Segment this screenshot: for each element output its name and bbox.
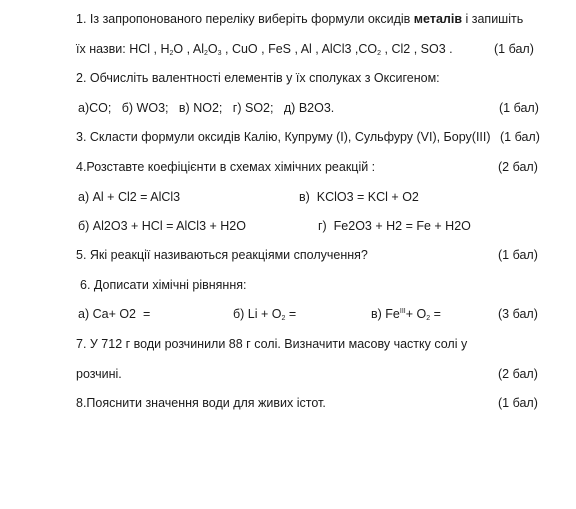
q6-v-suffix: = bbox=[430, 307, 441, 321]
q6-text: 6. Дописати хімічні рівняння: bbox=[80, 278, 247, 292]
q8-points: (1 бал) bbox=[498, 396, 538, 410]
q6-equation-v bbox=[371, 307, 441, 322]
q6-b-suffix: = bbox=[285, 307, 297, 321]
o2-subscript-b: 2 bbox=[281, 315, 286, 322]
q4-reaction-g: г) Fe2O3 + H2 = Fe + H2O bbox=[318, 219, 471, 233]
al2o3-subscript-2: 3 bbox=[217, 50, 222, 57]
q5-points: (1 бал) bbox=[498, 248, 538, 262]
q6-b-prefix: б) Li + O bbox=[233, 307, 282, 321]
q4-text: 4.Розставте коефіцієнти в схемах хімічних реакцій : bbox=[76, 160, 376, 174]
q1-line1 bbox=[76, 12, 523, 26]
q6-equation-b bbox=[233, 307, 296, 322]
q2-text: 2. Обчисліть валентності елементів у їх сполуках з Оксигеном: bbox=[76, 71, 440, 85]
q6-v-prefix: в) Fe bbox=[371, 307, 400, 321]
q3-text: 3. Скласти формули оксидів Калію, Купруму (І), Сульфуру (VI), Бору(ІІІ) bbox=[76, 130, 491, 144]
q4-reaction-a: а) Al + Cl2 = AlCl3 bbox=[78, 190, 181, 204]
q1-h2o-tail: O , Al bbox=[173, 42, 204, 56]
q2-options: а)CO; б) WO3; в) NO2; г) SO2; д) B2O3. bbox=[78, 101, 335, 115]
q8-text: 8.Пояснити значення води для живих істот. bbox=[76, 396, 326, 410]
q1-line1-after: і запишіть bbox=[462, 12, 524, 26]
q1-bold-word: металів bbox=[413, 12, 463, 26]
q1-line2-prefix: їх назви: HCl , H bbox=[76, 42, 170, 56]
q2-points: (1 бал) bbox=[499, 101, 539, 115]
q6-points: (3 бал) bbox=[498, 307, 538, 321]
q7-line2: розчині. bbox=[76, 367, 122, 381]
q4-reaction-v: в) KClO3 = KCl + O2 bbox=[299, 190, 419, 204]
q1-points: (1 бал) bbox=[494, 42, 534, 56]
q6-equation-a: а) Ca+ O2 = bbox=[78, 307, 151, 321]
co2-subscript: 2 bbox=[377, 50, 382, 57]
fe-valence-superscript: ІІІ bbox=[399, 308, 406, 315]
q7-line1: 7. У 712 г води розчинили 88 г солі. Визначити масову частку солі у bbox=[76, 337, 468, 351]
q4-reaction-b: б) Al2O3 + HCl = AlCl3 + H2O bbox=[78, 219, 246, 233]
q6-v-mid: + O bbox=[405, 307, 427, 321]
al2o3-subscript-1: 2 bbox=[203, 50, 208, 57]
q1-line2-rest1: , CuO , FeS , Al , AlCl3 ,CO bbox=[221, 42, 378, 56]
q4-points: (2 бал) bbox=[498, 160, 538, 174]
o2-subscript-v: 2 bbox=[426, 315, 431, 322]
q3-points: (1 бал) bbox=[500, 130, 540, 144]
q5-text: 5. Які реакції називаються реакціями сполучення? bbox=[76, 248, 368, 262]
q1-line1-before: 1. Із запропонованого переліку виберіть формули оксидів bbox=[76, 12, 414, 26]
q7-points: (2 бал) bbox=[498, 367, 538, 381]
q1-line2 bbox=[76, 42, 453, 57]
al2o3-mid: O bbox=[207, 42, 218, 56]
q1-line2-rest2: , Cl2 , SO3 . bbox=[381, 42, 453, 56]
h2o-subscript: 2 bbox=[169, 50, 174, 57]
